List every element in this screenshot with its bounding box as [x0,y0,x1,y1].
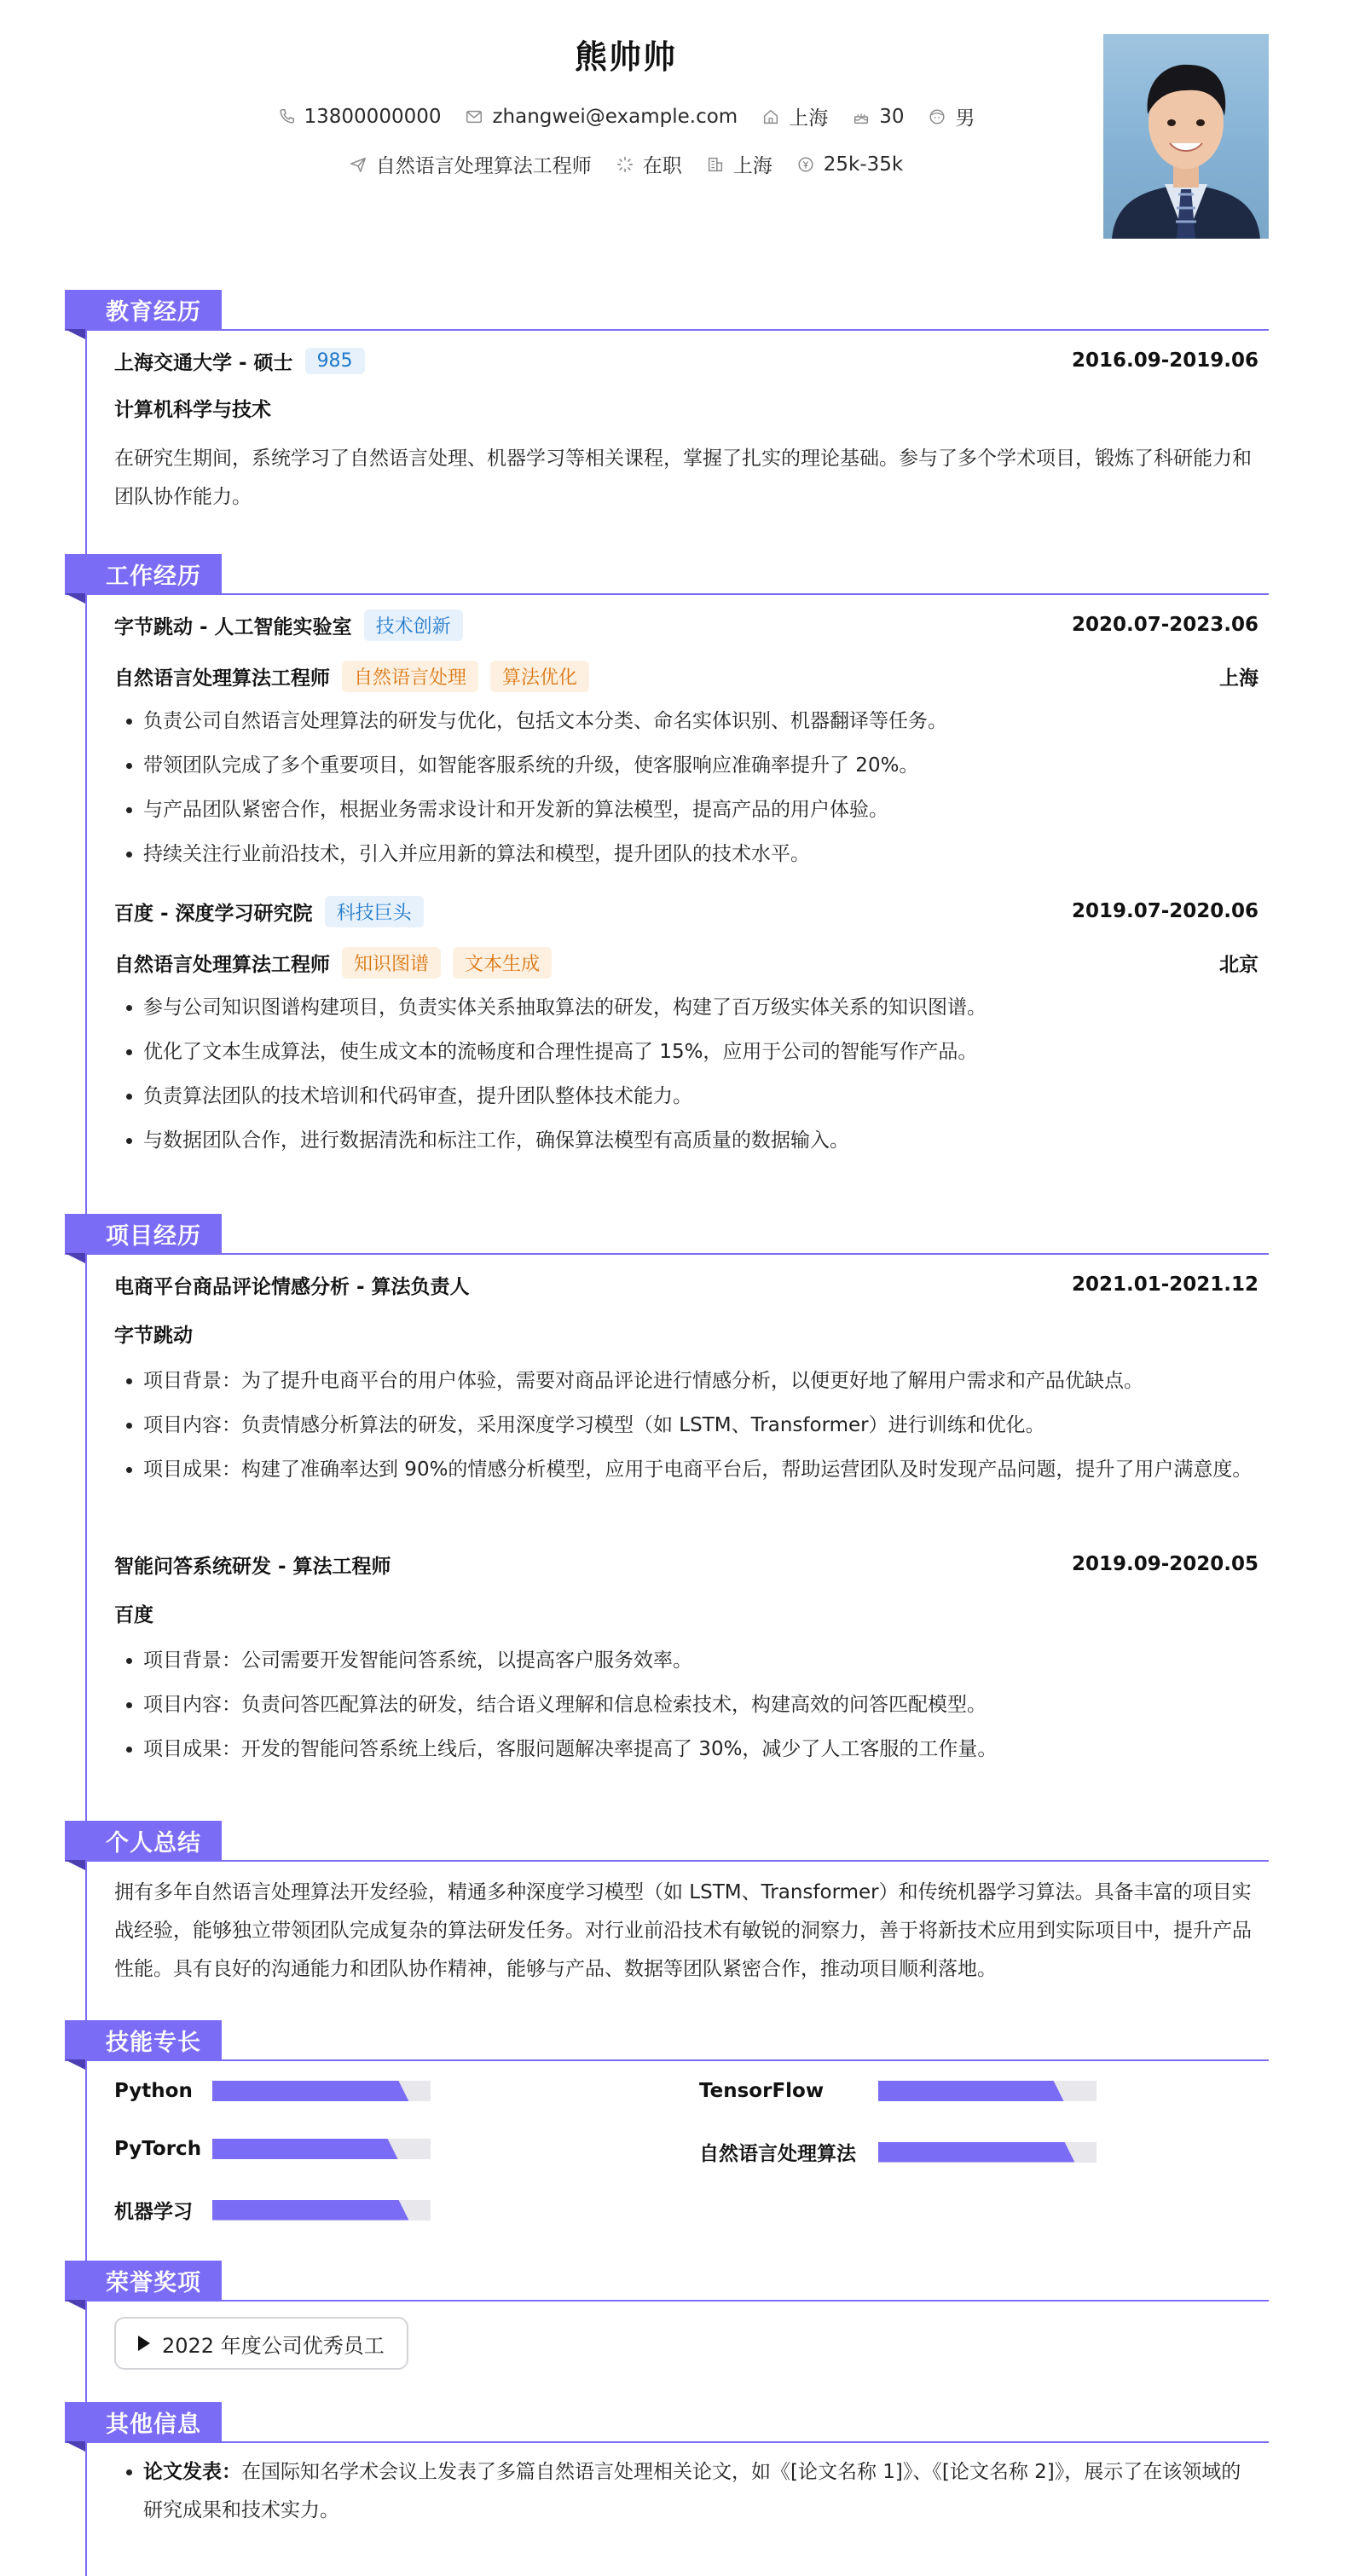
skill-bar-fill [878,2081,1064,2101]
company-text: 字节跳动 - 人工智能实验室 [114,615,352,638]
section-divider [65,593,1269,595]
skill-name: Python [114,2080,193,2102]
skill-bar-fill [212,2200,408,2221]
skill-bar [212,2081,431,2101]
gender-text: 男 [955,107,975,130]
skill-bar-fill [212,2081,408,2101]
other-info-item [114,2453,1259,2536]
work-entry [114,893,1259,1166]
company-name [114,896,424,927]
salary-info [796,153,903,176]
project-org: 字节跳动 [114,1325,193,1347]
section-ribbon-fold [65,1860,85,1870]
section-divider [65,329,1269,331]
company-tag: 科技巨头 [325,896,424,927]
section-title-skills: 技能专长 [65,2020,222,2059]
other-list [114,2453,1259,2530]
salary-text: 25k-35k [823,153,904,176]
list-item: • 负责公司自然语言处理算法的研发与优化，包括文本分类、命名实体识别、机器翻译等任务。 [143,702,1259,741]
work-date: 2020.07-2023.06 [1071,614,1259,636]
section-title-summary: 个人总结 [65,1821,222,1860]
summary-text: 拥有多年自然语言处理算法开发经验，精通多种深度学习模型（如 LSTM、Transformer）和传统机器学习算法。具备丰富的项目实战经验，能够独立带领团队完成复杂的算法研发任务。对行业前沿技术有敏锐的洞察力，善于将新技术应用到实际项目中，提升产品性能。具有良好的沟通能力和团队协作精神，能够与产品、数据等团队紧密合作，推动项目顺利落地。 [114,1881,1252,1980]
skill-item [699,2138,1097,2166]
phone-info [277,106,442,128]
skill-item [114,2196,431,2224]
age-info [852,106,904,128]
project-date: 2019.09-2020.05 [1071,1553,1259,1575]
loading-icon [616,155,634,174]
section-ribbon-fold [65,2441,85,2452]
work-bullets [114,702,1259,874]
location-text: 上海 [789,107,829,130]
work-date: 2019.07-2020.06 [1071,900,1259,922]
section-divider [65,2300,1269,2302]
company-text: 百度 - 深度学习研究院 [114,902,313,925]
list-item: • 与数据团队合作，进行数据清洗和标注工作，确保算法模型有高质量的数据输入。 [143,1122,1259,1160]
section-ribbon-fold [65,329,85,339]
skill-tag: 文本生成 [453,947,552,979]
contact-row [0,102,1252,130]
school-tag: 985 [305,348,365,374]
skill-tag: 自然语言处理 [342,661,478,692]
profile-photo [1103,34,1269,239]
skill-item [114,2138,431,2160]
section-divider [65,1253,1269,1255]
section-ribbon-fold [65,2300,85,2310]
section-ribbon-fold [65,593,85,604]
school-text: 上海交通大学 - 硕士 [114,351,293,374]
list-item [143,2453,1259,2530]
job-intent-row [0,150,1252,178]
project-title: 智能问答系统研发 - 算法工程师 [114,1555,391,1578]
section-divider [65,2059,1269,2061]
section-ribbon-fold [65,1253,85,1263]
list-item: • 带领团队完成了多个重要项目，如智能客服系统的升级，使客服响应准确率提升了 20%。 [143,747,1259,785]
phone-text: 13800000000 [304,105,442,128]
company-name [114,609,463,641]
role-line [114,661,589,692]
education-date: 2016.09-2019.06 [1071,349,1259,372]
position-text: 自然语言处理算法工程师 [375,155,592,177]
section-title-education: 教育经历 [65,290,222,329]
project-org: 百度 [114,1604,153,1626]
home-icon [761,107,780,126]
status-info [616,150,682,178]
skill-bar [212,2200,431,2221]
skill-name: 自然语言处理算法 [699,2143,856,2165]
skill-item [114,2080,431,2102]
status-text: 在职 [642,155,682,177]
list-item: • 项目背景：为了提升电商平台的用户体验，需要对商品评论进行情感分析，以便更好地了解用户需求和产品优缺点。 [143,1362,1259,1401]
major-name: 计算机科学与技术 [114,399,271,421]
project-entry [114,1267,1259,1495]
section-title-other: 其他信息 [65,2402,222,2441]
work-city: 上海 [1219,667,1259,690]
work-entry [114,607,1259,880]
timeline-line [85,329,87,2576]
education-desc: 在研究生期间，系统学习了自然语言处理、机器学习等相关课程，掌握了扎实的理论基础。参与了多个学术项目，锻炼了科研能力和团队协作能力。 [114,448,1252,508]
list-item: • 项目成果：开发的智能问答系统上线后，客服问题解决率提高了 30%，减少了人工客服的工作量。 [143,1730,1259,1769]
skill-bar [212,2139,431,2159]
list-item: • 参与公司知识图谱构建项目，负责实体关系抽取算法的研发，构建了百万级实体关系的知识图谱。 [143,989,1259,1027]
email-text: zhangwei@example.com [492,105,738,128]
skill-tag: 知识图谱 [342,947,441,979]
skill-name: 机器学习 [114,2201,193,2223]
gender-info [928,102,975,130]
building-icon [706,155,725,174]
skill-name: PyTorch [114,2138,202,2160]
section-ribbon-fold [65,2059,85,2070]
role-line [114,947,552,979]
cake-icon [852,107,871,126]
caret-right-icon [138,2336,150,2351]
honor-text: 2022 年度公司优秀员工 [162,2333,385,2358]
role-text: 自然语言处理算法工程师 [114,667,330,690]
other-text: 在国际知名学术会议上发表了多篇自然语言处理相关论文，如《[论文名称 1]》、《[论文名称 2]》，展示了在该领域的研究成果和技术实力。 [143,2461,1241,2521]
target-city-info [706,150,772,178]
other-label: 论文发表： [143,2461,241,2483]
section-title-projects: 项目经历 [65,1214,222,1253]
skill-item [699,2080,1097,2102]
money-icon [796,155,815,174]
company-tag: 技术创新 [364,609,463,641]
section-title-honors: 荣誉奖项 [65,2261,222,2300]
project-bullets [114,1362,1259,1489]
education-entry [114,343,1259,517]
list-item: • 负责算法团队的技术培训和代码审查，提升团队整体技术能力。 [143,1077,1259,1116]
project-date: 2021.01-2021.12 [1071,1274,1259,1296]
phone-icon [277,107,296,126]
target-city-text: 上海 [732,155,772,177]
age-text: 30 [879,105,905,128]
skill-bar [878,2142,1097,2163]
skill-tag: 算法优化 [490,661,589,692]
project-bullets [114,1642,1259,1769]
face-icon [928,107,946,126]
list-item: • 项目成果：构建了准确率达到 90%的情感分析模型，应用于电商平台后，帮助运营团队及时发现产品问题，提升了用户满意度。 [143,1451,1259,1489]
section-title-work: 工作经历 [65,554,222,593]
list-item: • 持续关注行业前沿技术，引入并应用新的算法和模型，提升团队的技术水平。 [143,835,1259,874]
role-text: 自然语言处理算法工程师 [114,953,330,976]
work-bullets [114,989,1259,1160]
candidate-name: 熊帅帅 [574,38,677,76]
list-item: • 优化了文本生成算法，使生成文本的流畅度和合理性提高了 15%，应用于公司的智能写作产品。 [143,1033,1259,1071]
list-item: • 与产品团队紧密合作，根据业务需求设计和开发新的算法模型，提高产品的用户体验。 [143,791,1259,829]
skill-bar-fill [212,2139,398,2159]
mail-icon [465,107,483,126]
list-item: • 项目背景：公司需要开发智能问答系统，以提高客户服务效率。 [143,1642,1259,1680]
list-item: • 项目内容：负责问答匹配算法的研发，结合语义理解和信息检索技术，构建高效的问答匹配模型。 [143,1686,1259,1724]
section-divider [65,2441,1269,2443]
skill-bar-fill [878,2142,1074,2163]
school-name [114,347,365,375]
position-info [349,150,592,178]
work-city: 北京 [1219,953,1259,976]
project-entry [114,1546,1259,1775]
email-info [465,106,738,128]
honor-item[interactable] [114,2317,408,2370]
skill-name: TensorFlow [699,2080,825,2102]
skill-bar [878,2081,1097,2101]
list-item: • 项目内容：负责情感分析算法的研发，采用深度学习模型（如 LSTM、Transformer）进行训练和优化。 [143,1406,1259,1445]
location-info [761,102,828,130]
section-divider [65,1860,1269,1862]
send-icon [349,155,367,174]
project-title: 电商平台商品评论情感分析 - 算法负责人 [114,1275,470,1298]
